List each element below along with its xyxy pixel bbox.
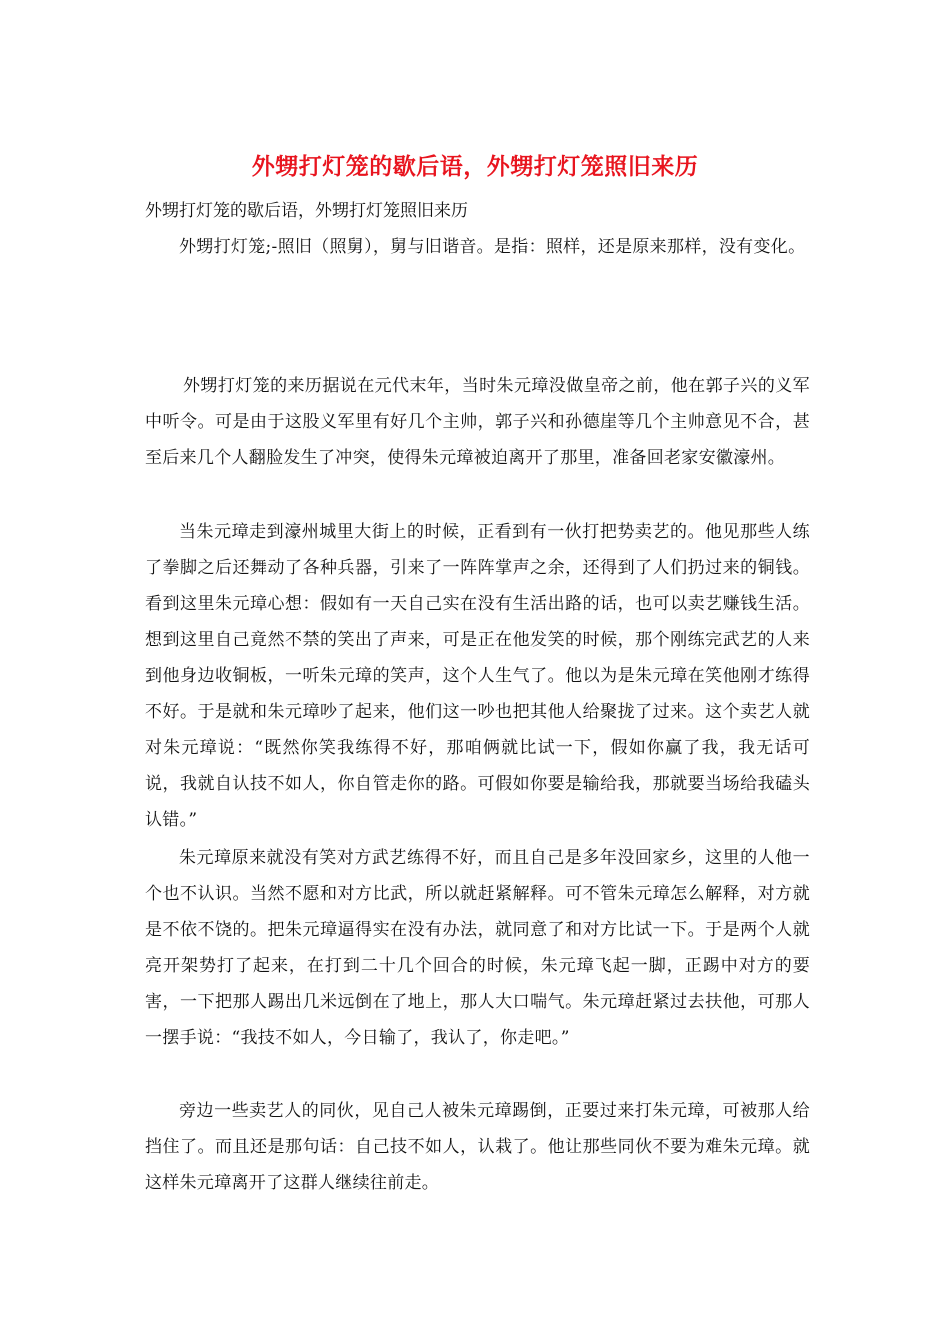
- paragraph-street-performers: 当朱元璋走到濠州城里大街上的时候，正看到有一伙打把势卖艺的。他见那些人练了拳脚之后还舞动了各种兵器，引来了一阵阵掌声之余，还得到了人们扔过来的铜钱。看到这里朱元璋心想：假如有一天自己实在没有生活出路的话，也可以卖艺赚钱生活。想到这里自己竟然不禁的笑出了声来，可是正在他发笑的时候，那个刚练完武艺的人来到他身边收铜板，一听朱元璋的笑声，这个人生气了。他以为是朱元璋在笑他刚才练得不好。于是就和朱元璋吵了起来，他们这一吵也把其他人给聚拢了过来。这个卖艺人就对朱元璋说：“既然你笑我练得不好，那咱俩就比试一下，假如你赢了我，我无话可说，我就自认技不如人，你自管走你的路。可假如你要是输给我，那就要当场给我磕头认错。”: [145, 522, 810, 830]
- paragraph-contest: 朱元璋原来就没有笑对方武艺练得不好，而且自己是多年没回家乡，这里的人他一个也不认识。当然不愿和对方比武，所以就赶紧解释。可不管朱元璋怎么解释，对方就是不依不饶的。把朱元璋逼得实在没有办法，就同意了和对方比试一下。于是两个人就亮开架势打了起来，在打到二十几个回合的时候，朱元璋飞起一脚，正踢中对方的要害，一下把那人踢出几米远倒在了地上，那人大口喘气。朱元璋赶紧过去扶他，可那人一摆手说：“我技不如人，今日输了，我认了，你走吧。”: [145, 848, 810, 1048]
- paragraph-origin: 外甥打灯笼的来历据说在元代末年，当时朱元璋没做皇帝之前，他在郭子兴的义军中听令。可是由于这股义军里有好几个主帅，郭子兴和孙德崖等几个主帅意见不合，甚至后来几个人翻脸发生了冲突，使得朱元璋被迫离开了那里，准备回老家安徽濠州。: [145, 376, 810, 468]
- document-subtitle: 外甥打灯笼的歇后语，外甥打灯笼照旧来历: [145, 201, 468, 221]
- document-title: 外甥打灯笼的歇后语，外甥打灯笼照旧来历: [251, 154, 699, 180]
- paragraph-departure: 旁边一些卖艺人的同伙，见自己人被朱元璋踢倒，正要过来打朱元璋，可被那人给挡住了。而且还是那句话：自己技不如人，认栽了。他让那些同伙不要为难朱元璋。就这样朱元璋离开了这群人继续往前走。: [145, 1101, 810, 1193]
- paragraph-definition: 外甥打灯笼;-照旧（照舅），舅与旧谐音。是指：照样，还是原来那样，没有变化。: [179, 237, 806, 257]
